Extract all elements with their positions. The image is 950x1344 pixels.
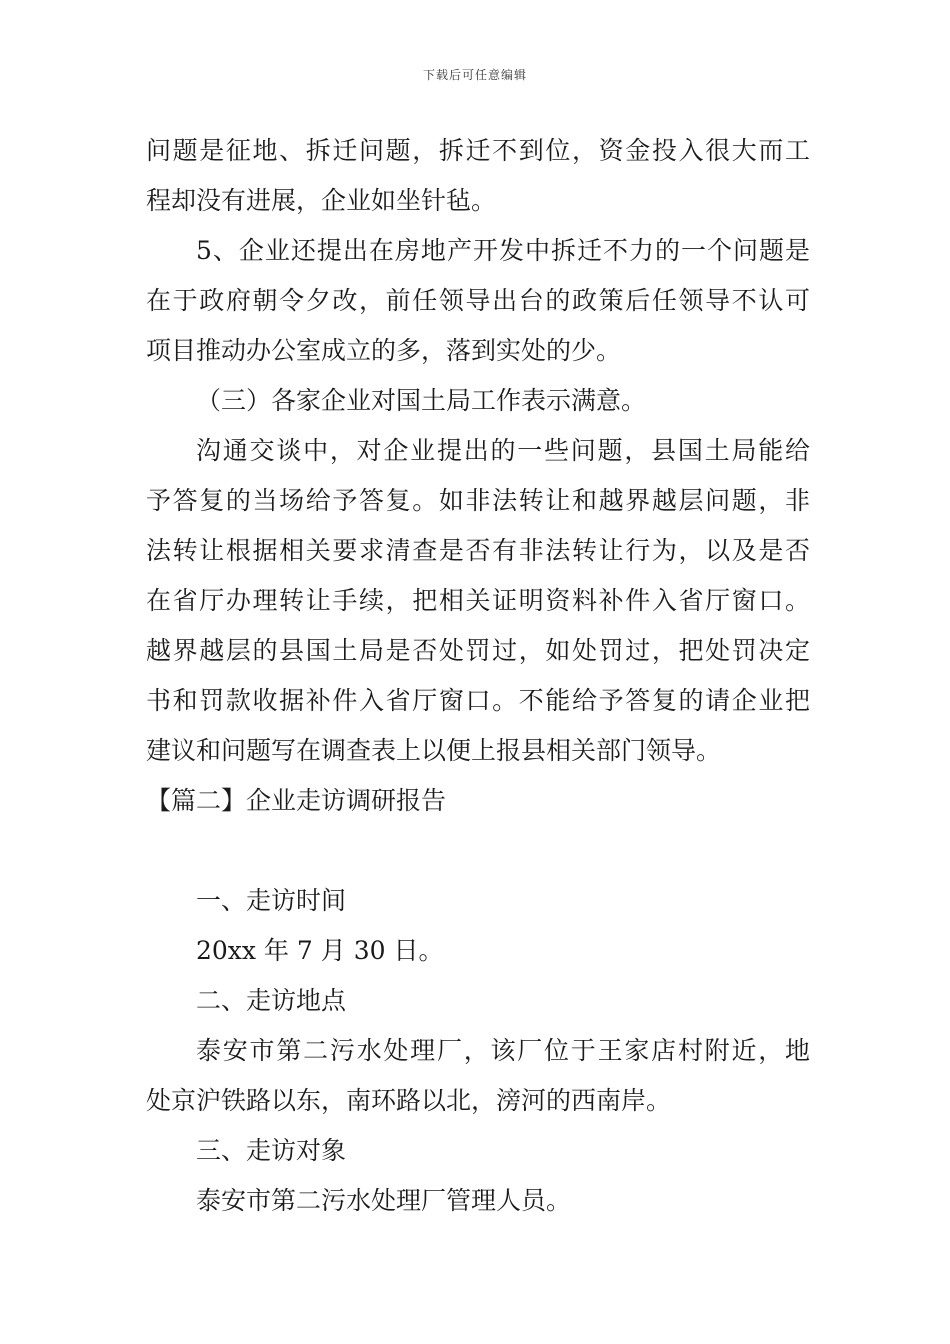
section-heading: （三）各家企业对国土局工作表示满意。 (196, 386, 647, 415)
text-line: 法转让根据相关要求清查是否有非法转让行为，以及是否 (146, 536, 810, 565)
text-line: 问题是征地、拆迁问题，拆迁不到位，资金投入很大而工 (146, 136, 810, 165)
article-title: 【篇二】企业走访调研报告 (146, 786, 447, 815)
text-line: 建议和问题写在调查表上以便上报县相关部门领导。 (146, 736, 722, 765)
section-heading: 二、走访地点 (196, 986, 347, 1015)
text-line: 予答复的当场给予答复。如非法转让和越界越层问题，非 (146, 486, 810, 515)
text-line: 在省厅办理转让手续，把相关证明资料补件入省厅窗口。 (146, 586, 810, 615)
section-heading: 一、走访时间 (196, 886, 347, 915)
section-heading: 三、走访对象 (196, 1136, 347, 1165)
text-line: 程却没有进展，企业如坐针毡。 (146, 186, 497, 215)
text-line: 20xx 年 7 月 30 日。 (196, 936, 444, 965)
text-line: 泰安市第二污水处理厂，该厂位于王家店村附近，地 (196, 1036, 810, 1065)
text-line: 在于政府朝令夕改，前任领导出台的政策后任领导不认可 (146, 286, 810, 315)
text-line: 项目推动办公室成立的多，落到实处的少。 (146, 336, 622, 365)
text-line: 沟通交谈中，对企业提出的一些问题，县国土局能给 (196, 436, 810, 465)
blank-line (146, 826, 810, 876)
document-body (146, 126, 810, 1226)
page-header: 下载后可任意编辑 (422, 68, 527, 82)
text-line: 5、企业还提出在房地产开发中拆迁不力的一个问题是 (196, 236, 810, 265)
text-line: 越界越层的县国土局是否处罚过，如处罚过，把处罚决定 (146, 636, 810, 665)
text-line: 泰安市第二污水处理厂管理人员。 (196, 1186, 572, 1215)
text-line: 书和罚款收据补件入省厅窗口。不能给予答复的请企业把 (146, 686, 810, 715)
text-line: 处京沪铁路以东，南环路以北，滂河的西南岸。 (146, 1086, 672, 1115)
